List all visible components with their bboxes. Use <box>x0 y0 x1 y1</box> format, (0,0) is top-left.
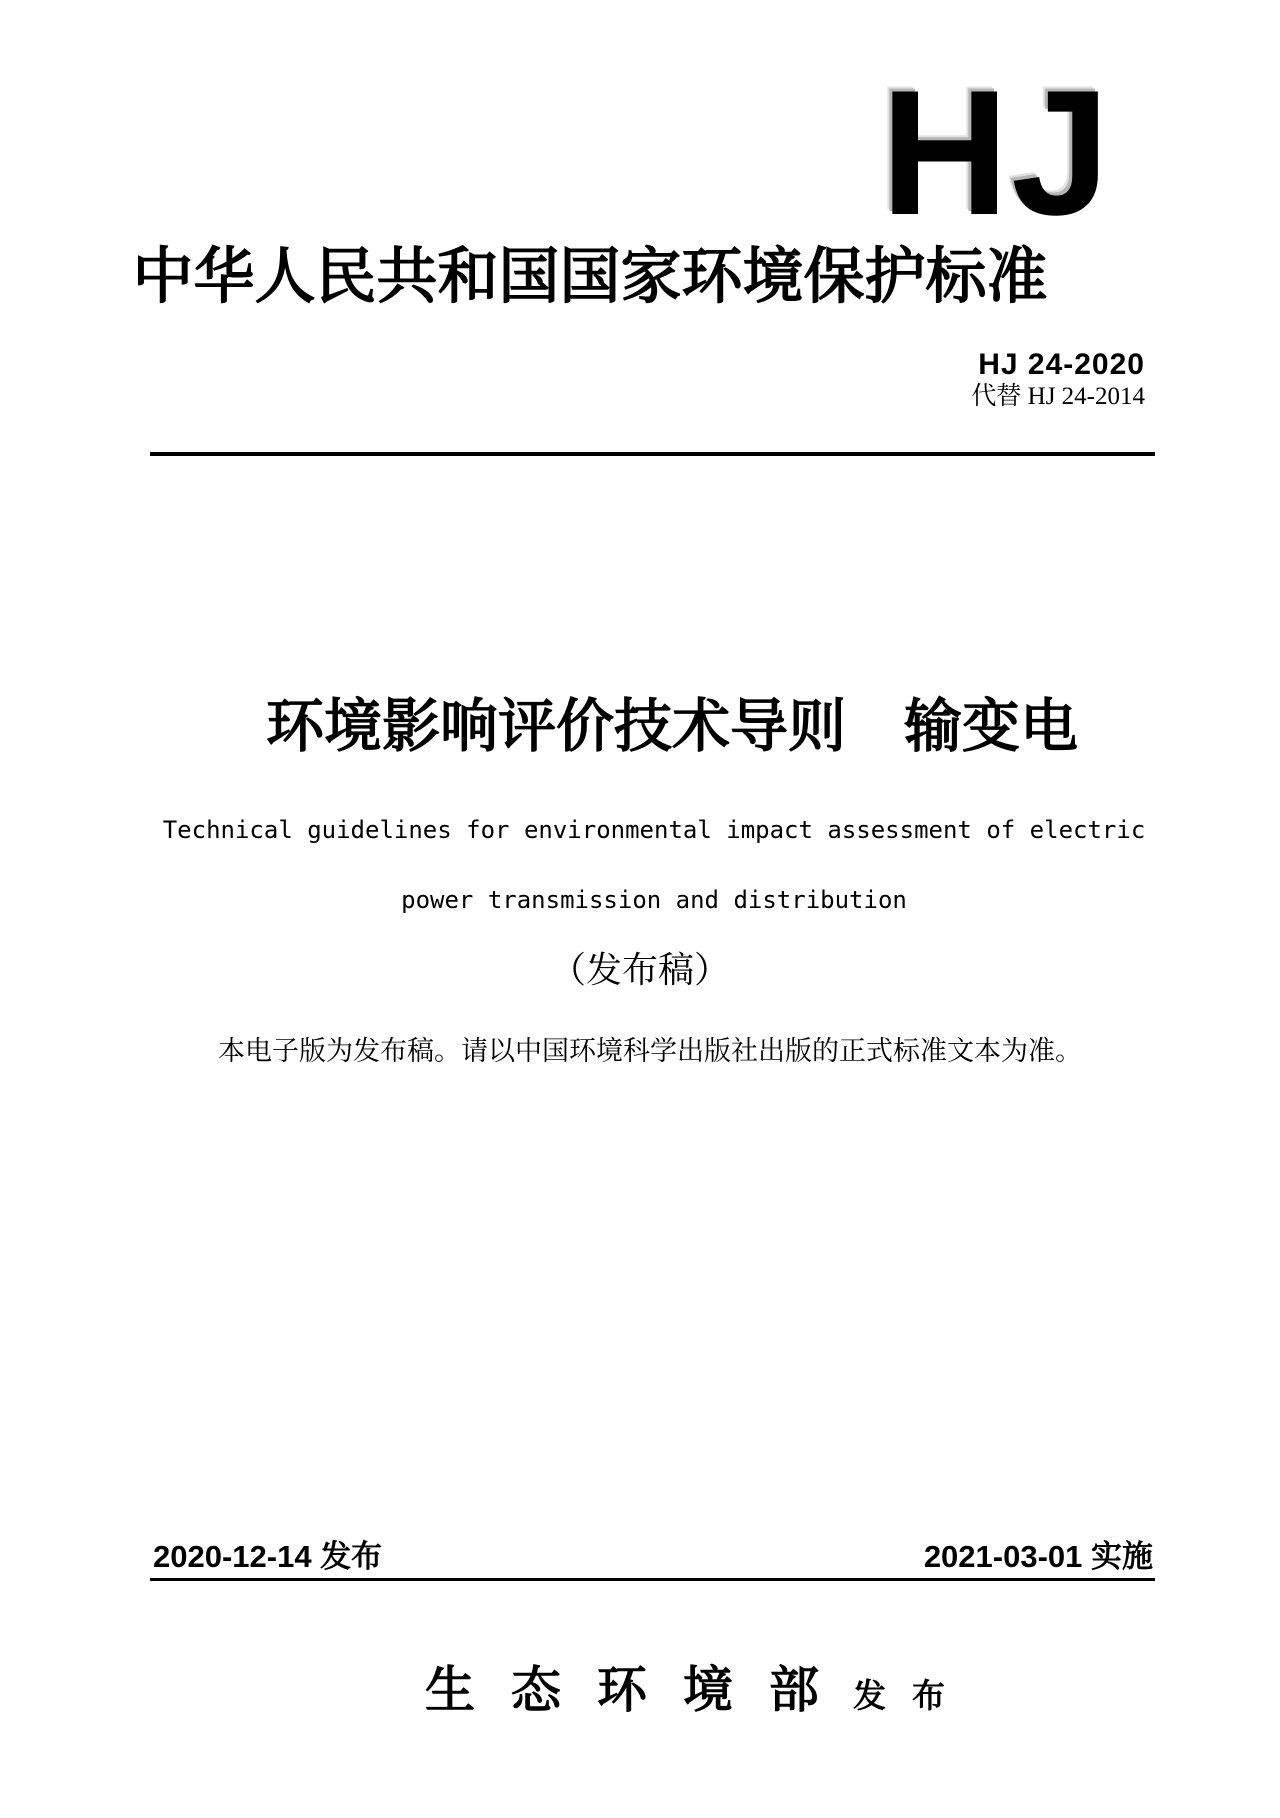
implementation-date: 2021-03-01 实施 <box>923 1539 1153 1574</box>
draft-version-label: （发布稿） <box>549 949 730 990</box>
hj-logo: HJ <box>880 53 1112 252</box>
standard-number: HJ 24-2020 <box>978 348 1145 381</box>
publisher-name: 生态环境部 <box>425 1662 855 1718</box>
standard-title-english-line1: Technical guidelines for environmental impact assessment of electric <box>162 816 1146 844</box>
issue-date: 2020-12-14 发布 <box>153 1539 383 1574</box>
standard-title-english-line2: power transmission and distribution <box>401 886 907 914</box>
standard-heading: 中华人民共和国国家环境保护标准 <box>132 244 1048 311</box>
standard-title-chinese: 环境影响评价技术导则 输变电 <box>265 694 1078 759</box>
standard-number-block <box>971 348 1145 412</box>
dates-row <box>153 1538 1153 1575</box>
bottom-divider <box>150 1578 1155 1581</box>
replaced-standard: 代替 HJ 24-2014 <box>971 383 1145 410</box>
top-divider <box>150 452 1155 456</box>
electronic-version-notice: 本电子版为发布稿。请以中国环境科学出版社出版的正式标准文本为准。 <box>218 1036 1082 1066</box>
publisher-action-label: 发布 <box>853 1677 971 1714</box>
publisher-row <box>90 1650 1280 1722</box>
